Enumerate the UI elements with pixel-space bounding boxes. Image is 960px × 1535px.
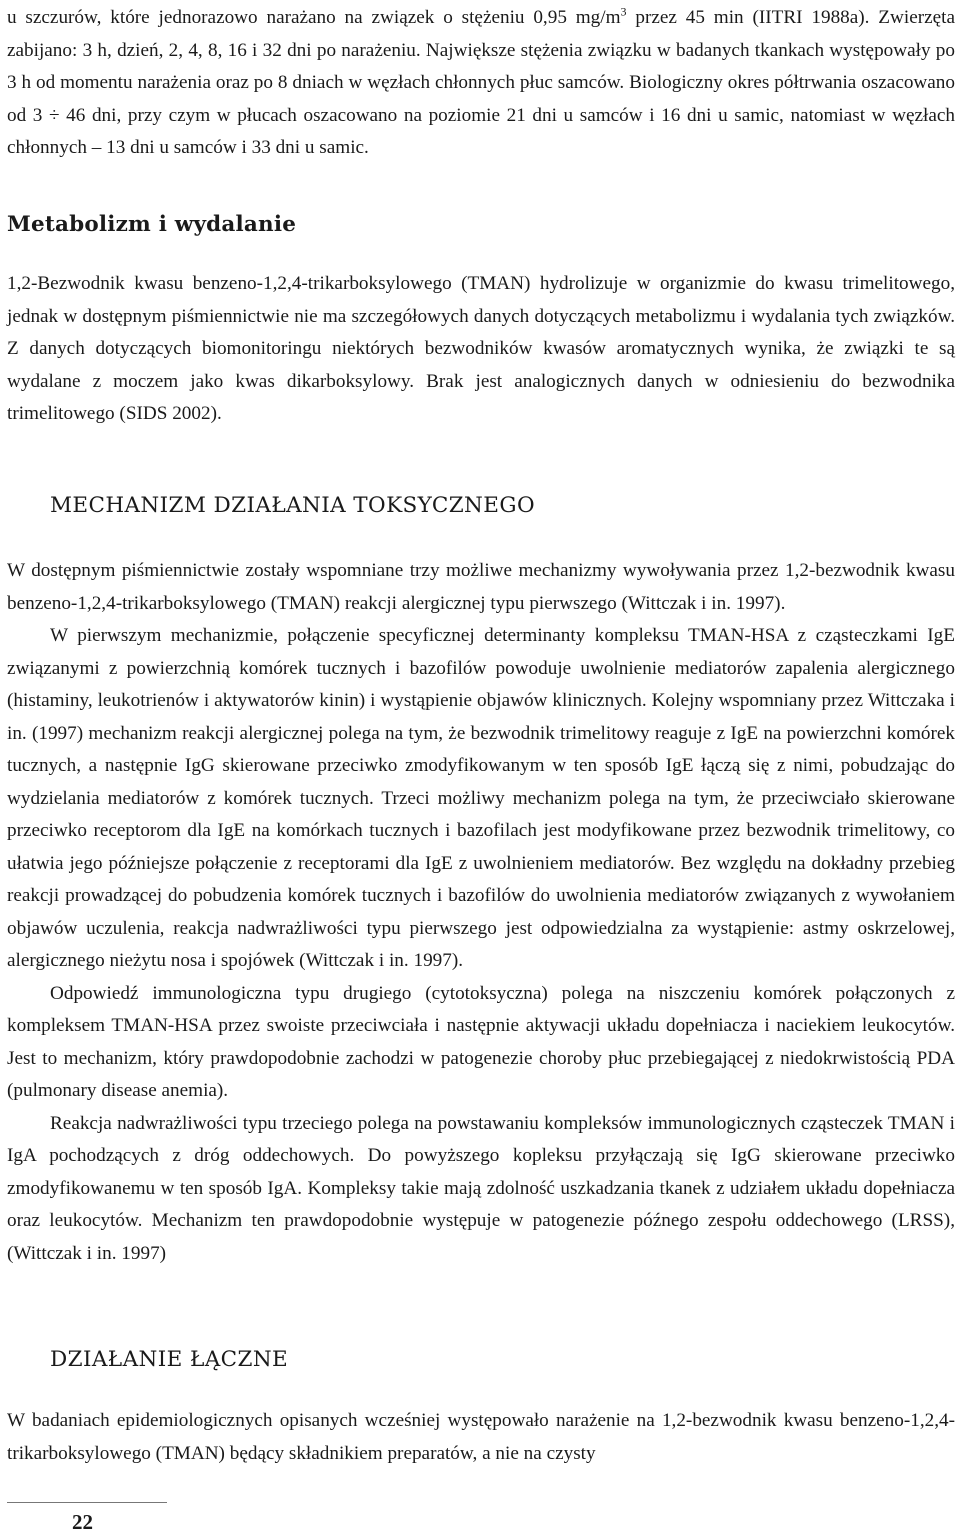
paragraph-mechanism-type2: Odpowiedź immunologiczna typu drugiego (cytotoksyczna) polega na niszczeniu komórek połączonych z kompleksem TMAN-HSA przez swoiste przeciwciała i następnie aktywacji układu dopełniacza i naciekiem leukocytów. Jest to mechanizm, który prawdopodobnie zachodzi w patogenezie choroby płuc przebiegającej z niedokrwistością PDA (pulmonary disease anemia). [7, 982, 955, 1101]
paragraph-half-life-rest: przez 45 min (IITRI 1988a). Zwierzęta zabijano: 3 h, dzień, 2, 4, 8, 16 i 32 dni po narażeniu. Największe stężenia związku w badanych tkankach występowały po 3 h od momentu narażenia oraz po 8 dniach w węzłach chłonnych płuc samców. Biologiczny okres półtrwania oszacowano od 3 ÷ 46 dni, przy czym w płucach oszacowano na poziomie 21 dni u samców i 16 dni u samic, natomiast w węzłach chłonnych – 13 dni u samców i 33 dni u samic. [7, 7, 955, 158]
paragraph-combined-action: W badaniach epidemiologicznych opisanych wcześniej występowało narażenie na 1,2-bezwodnik kwasu benzeno-1,2,4-trikarboksylowego (TMAN) będący składnikiem preparatów, a nie na czysty [7, 1410, 955, 1464]
paragraph-mechanism-type3: Reakcja nadwrażliwości typu trzeciego polega na powstawaniu kompleksów immunologicznych cząsteczek TMAN i IgA pochodzących z dróg oddechowych. Do powyższego kopleksu przyłączają się IgG skierowane przeciwko zmodyfikowanemu w ten sposób IgA. Kompleksy takie mają zdolność uszkadzania tkanek z udziałem układu dopełniacza oraz leukocytów. Mechanizm ten prawdopodobnie występuje w patogenezie późnego zespołu oddechowego (LRSS), (Wittczak i in. 1997) [7, 1112, 955, 1264]
section-mechanism-body [7, 555, 955, 1270]
superscript-cubic: 3 [620, 4, 627, 19]
footer-divider [7, 1502, 167, 1503]
paragraph-metabolism: 1,2-Bezwodnik kwasu benzeno-1,2,4-trikarboksylowego (TMAN) hydrolizuje w organizmie do kwasu trimelitowego, jednak w dostępnym piśmiennictwie nie ma szczegółowych danych dotyczących metabolizmu i wydalania tych związków. Z danych dotyczących biomonitoringu niektórych bezwodników kwasów aromatycznych wynika, że związki te są wydalane z moczem jako kwas dikarboksylowy. Brak jest analogicznych danych w odniesieniu do bezwodnika trimelitowego (SIDS 2002). [7, 273, 955, 424]
heading-metabolism: Metabolizm i wydalanie [7, 212, 297, 237]
heading-combined-action: DZIAŁANIE ŁĄCZNE [50, 1347, 289, 1372]
heading-toxic-mechanism: MECHANIZM DZIAŁANIA TOKSYCZNEGO [50, 493, 535, 518]
paragraph-half-life [7, 2, 955, 165]
page-number: 22 [72, 1510, 93, 1534]
paragraph-mechanism-intro: W dostępnym piśmiennictwie zostały wspomniane trzy możliwe mechanizmy wywoływania przez 1,2-bezwodnik kwasu benzeno-1,2,4-trikarboksylowego (TMAN) reakcji alergicznej typu pierwszego (Wittczak i in. 1997). [7, 560, 955, 614]
paragraph-mechanism-type1: W pierwszym mechanizmie, połączenie specyficznej determinanty kompleksu TMAN-HSA z cząsteczkami IgE związanymi z powierzchnią komórek tucznych i bazofilów powoduje uwolnienie mediatorów zapalenia alergicznego (histaminy, leukotrienów i aktywatorów kinin) i wystąpienie objawów klinicznych. Kolejny wspomniany przez Wittczaka i in. (1997) mechanizm reakcji alergicznej polega na tym, że bezwodnik trimelitowy reaguje z IgE na powierzchni komórek tucznych, a następnie IgG skierowane przeciwko zmodyfikowanym w ten sposób IgE łączą się z nimi, pobudzając do wydzielania mediatorów z komórek tucznych. Trzeci możliwy mechanizm polega na tym, że przeciwciało skierowane przeciwko receptorom dla IgE na komórkach tucznych i bazofilach jest modyfikowane przez bezwodnik trimelitowy, co ułatwia jego późniejsze połączenie z receptorami dla IgE z uwolnieniem mediatorów. Bez względu na dokładny przebieg reakcji prowadzącej do pobudzenia komórek tucznych i bazofilów do uwolnienia mediatorów związanych z wywołaniem objawów uczulenia, reakcja nadwrażliwości typu pierwszego jest odpowiedzialna za wystąpienie: astmy oskrzelowej, alergicznego nieżytu nosa i spojówek (Wittczak i in. 1997). [7, 625, 955, 971]
paragraph-half-life-start: u szczurów, które jednorazowo narażano na związek o stężeniu 0,95 mg/m [7, 7, 621, 28]
